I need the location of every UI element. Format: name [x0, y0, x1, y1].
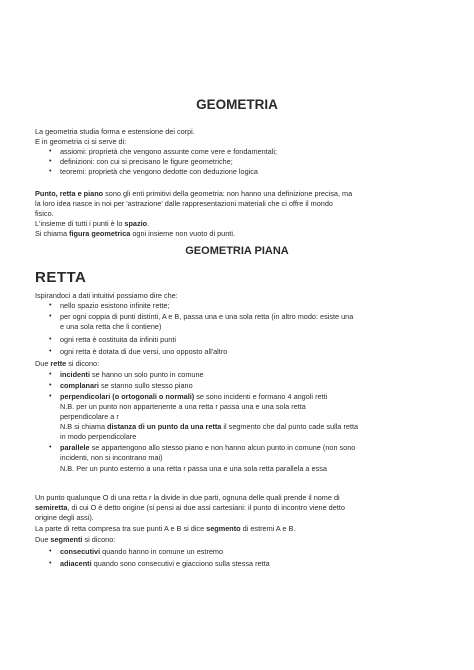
due-segmenti-heading: Due segmenti si dicono:	[35, 535, 116, 544]
nb-parallela: N.B. Per un punto esterno a una retta r passa una e una sola retta parallela a essa	[60, 464, 327, 473]
primitives-line-3: fisico.	[35, 209, 54, 218]
bullet-icon: •	[49, 311, 52, 320]
nb-distanza-cont: in modo perpendicolare	[60, 432, 137, 441]
intro-item-definizioni: definizioni: con cui si precisano le figure geometriche;	[60, 157, 233, 166]
bullet-icon: •	[49, 558, 52, 567]
nb-distanza: N.B si chiama distanza di un punto da una retta il segmento che dal punto cade sulla retta	[60, 422, 359, 431]
retta-lead: Ispirandoci a dati intuitivi possiamo dire che:	[35, 291, 178, 300]
section-title-retta: RETTA	[35, 269, 87, 286]
bullet-icon: •	[49, 300, 52, 309]
bullet-icon: •	[49, 380, 52, 389]
bullet-icon: •	[49, 166, 52, 175]
intro-item-teoremi: teoremi: proprietà che vengono dedotte con deduzione logica	[60, 167, 258, 176]
type-perpendicolari: perpendicolari (o ortogonali o normali) se sono incidenti e formano 4 angoli retti	[60, 392, 328, 401]
nb-perpendicolare-cont: perpendicolare a r	[60, 412, 119, 421]
intro-item-assiomi: assiomi: proprietà che vengono assunte come vere e fondamentali;	[60, 147, 278, 156]
segmento-definition: La parte di retta compresa tra sue punti A e B si dice segmento di estremi A e B.	[35, 524, 296, 533]
semiretta-line-1: Un punto qualunque O di una retta r la divide in due parti, ognuna delle quali prende il nome di	[35, 493, 340, 502]
type-parallele-cont: incidenti, non si incontrano mai)	[60, 453, 163, 462]
semiretta-line-2: semiretta, di cui O è detto origine (si pensi ai due assi cartesiani: il punto di incontro viene detto	[35, 503, 345, 512]
type-parallele: parallele se appartengono allo stesso piano e non hanno alcun punto in comune (non sono	[60, 443, 356, 452]
bullet-icon: •	[49, 334, 52, 343]
type-complanari: complanari se stanno sullo stesso piano	[60, 381, 193, 390]
retta-bullet-3: ogni retta è costituita da infiniti punti	[60, 335, 177, 344]
figure-definition: Si chiama figura geometrica ogni insieme non vuoto di punti.	[35, 229, 235, 238]
primitives-line-2: la loro idea nasce in noi per 'astrazione' dalle rappresentazioni materiali che ci offre il mondo	[35, 199, 333, 208]
retta-bullet-4: ogni retta è dotata di due versi, uno opposto all'altro	[60, 347, 228, 356]
page-title: GEOMETRIA	[196, 97, 278, 112]
semiretta-line-3: origine degli assi).	[35, 513, 94, 522]
bullet-icon: •	[49, 146, 52, 155]
primitives-line-1: Punto, retta e piano sono gli enti primitivi della geometria: non hanno una definizione precisa, ma	[35, 189, 353, 198]
bullet-icon: •	[49, 391, 52, 400]
segmenti-consecutivi: consecutivi quando hanno in comune un estremo	[60, 547, 224, 556]
retta-bullet-2: per ogni coppia di punti distinti, A e B, passa una e una sola retta (in altro modo: esiste una	[60, 312, 354, 321]
space-definition: L'insieme di tutti i punti è lo spazio.	[35, 219, 150, 228]
segmenti-adiacenti: adiacenti quando sono consecutivi e giacciono sulla stessa retta	[60, 559, 270, 568]
nb-perpendicolare: N.B. per un punto non appartenente a una retta r passa una e una sola retta	[60, 402, 306, 411]
bullet-icon: •	[49, 546, 52, 555]
bullet-icon: •	[49, 346, 52, 355]
intro-line-2: E in geometria ci si serve di:	[35, 137, 127, 146]
retta-bullet-2-cont: e una sola retta che li contiene)	[60, 322, 162, 331]
bullet-icon: •	[49, 369, 52, 378]
bullet-icon: •	[49, 442, 52, 451]
intro-line-1: La geometria studia forma e estensione dei corpi.	[35, 127, 195, 136]
retta-bullet-1: nello spazio esistono infinite rette;	[60, 301, 170, 310]
subtitle-geometria-piana: GEOMETRIA PIANA	[185, 245, 289, 257]
type-incidenti: incidenti se hanno un solo punto in comune	[60, 370, 204, 379]
bullet-icon: •	[49, 156, 52, 165]
due-rette-heading: Due rette si dicono:	[35, 359, 100, 368]
